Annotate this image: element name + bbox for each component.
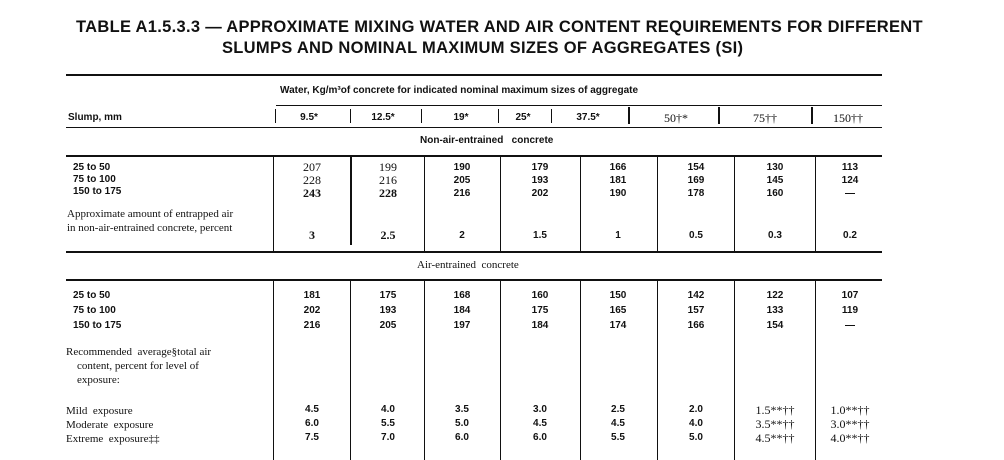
value-column [532, 288, 549, 333]
table-cell: 4.5 [305, 404, 319, 415]
size-header: 150†† [833, 111, 863, 125]
entrapped-label: Approximate amount of entrapped air [67, 208, 234, 220]
recommended-label: Recommended average§total air [66, 346, 212, 358]
table-cell: 5.5 [381, 418, 395, 429]
table-cell: 4.5**†† [755, 431, 795, 445]
entrapped-label: in non-air-entrained concrete, percent [67, 222, 233, 234]
col-line [657, 157, 658, 251]
table-cell: 175 [531, 305, 549, 316]
exposure-column [756, 403, 795, 445]
slump-row-label: 75 to 100 [73, 174, 116, 185]
col-line [580, 281, 581, 460]
size-header: 9.5* [300, 112, 318, 123]
air-label: Air-entrained concrete [417, 259, 519, 271]
non-air-rule-top [66, 127, 882, 128]
value-column [379, 161, 397, 244]
table-cell: 228 [379, 186, 397, 200]
table-cell: 4.0 [381, 404, 395, 415]
table-cell: 243 [303, 186, 321, 200]
table-cell: 154 [687, 162, 705, 173]
table-cell: 4.0**†† [830, 431, 870, 445]
value-column [610, 161, 627, 244]
col-line [580, 157, 581, 251]
water-header: Water, Kg/m³of concrete for indicated nominal maximum sizes of aggregate [280, 85, 639, 96]
table-cell: 122 [766, 290, 784, 301]
table-cell: 4.5 [533, 418, 547, 429]
table-cell: 2.0 [689, 404, 703, 415]
table-cell: 175 [379, 290, 397, 301]
table-cell: 166 [609, 162, 627, 173]
table-cell: 205 [453, 175, 471, 186]
size-sep [498, 109, 499, 123]
table-title-line-1: TABLE A1.5.3.3 — APPROXIMATE MIXING WATER AND AIR CONTENT REQUIREMENTS FOR DIFFERENT [76, 18, 923, 36]
table-cell: 5.0 [455, 418, 469, 429]
table-cell: — [845, 320, 855, 331]
value-column [454, 161, 471, 244]
table-cell: 190 [453, 162, 471, 173]
value-column [688, 161, 705, 244]
value-column [842, 288, 859, 333]
table-cell: 169 [687, 175, 705, 186]
slump-row-label: 25 to 50 [73, 162, 111, 173]
col-line [273, 281, 274, 460]
col-line [815, 281, 816, 460]
table-cell: 113 [841, 162, 859, 173]
size-sep [275, 109, 276, 123]
col-line [273, 157, 274, 251]
size-header: 25* [515, 112, 531, 123]
table-cell: 3.0 [533, 404, 547, 415]
table-cell: 145 [766, 175, 784, 186]
table-cell: 0.3 [768, 230, 782, 241]
table-cell: 6.0 [533, 432, 547, 443]
table-cell: 124 [841, 175, 859, 186]
value-column [532, 161, 549, 244]
col-line [734, 281, 735, 460]
table-cell: 3 [309, 228, 315, 242]
table-cell: 184 [531, 320, 549, 331]
air-rule-bottom [66, 279, 882, 281]
table-cell: 202 [303, 305, 321, 316]
table-cell: 3.5 [455, 404, 469, 415]
size-sep [421, 109, 422, 123]
value-column [767, 288, 784, 333]
value-column [842, 161, 859, 244]
exposure-column [455, 403, 469, 445]
table-cell: 197 [453, 320, 471, 331]
size-sep [350, 109, 351, 123]
table-cell: 2.5 [611, 404, 625, 415]
table-cell: 228 [303, 173, 321, 187]
non-air-label: Non-air-entrained concrete [420, 135, 554, 146]
size-header: 75†† [753, 111, 777, 125]
table-cell: 2.5 [380, 228, 396, 242]
table-cell: 150 [609, 290, 627, 301]
table-cell: 154 [766, 320, 784, 331]
table-cell: 119 [841, 305, 859, 316]
value-column [688, 288, 705, 333]
col-line [657, 281, 658, 460]
non-air-rule-bottom [66, 155, 882, 157]
air-slump-rows [73, 288, 121, 333]
exposure-row-label: Mild exposure [66, 405, 133, 417]
size-sep [551, 109, 552, 123]
slump-rows [73, 162, 121, 198]
recommended-label: content, percent for level of [77, 360, 199, 372]
table-cell: 7.5 [305, 432, 319, 443]
exposure-column [611, 403, 625, 445]
table-cell: 4.5 [611, 418, 625, 429]
table-cell: 181 [303, 290, 321, 301]
table-cell: 166 [687, 320, 705, 331]
size-header: 19* [453, 112, 469, 123]
exposure-column [381, 403, 395, 445]
col-line [500, 157, 501, 251]
top-rule [66, 74, 882, 76]
table-cell: 193 [531, 175, 549, 186]
size-sep [811, 107, 813, 124]
col-line [424, 157, 425, 251]
table-cell: 1.0**†† [830, 403, 870, 417]
col-line [815, 157, 816, 251]
table-cell: 1 [615, 230, 621, 241]
table-cell: 181 [609, 175, 627, 186]
table-cell: 190 [609, 188, 627, 199]
exposure-row-label: Extreme exposure‡‡ [66, 433, 160, 445]
slump-label: Slump, mm [68, 112, 122, 123]
exposure-rows [66, 404, 159, 446]
table-cell: 1.5 [533, 230, 547, 241]
table-cell: 160 [531, 290, 549, 301]
table-cell: 6.0 [305, 418, 319, 429]
size-header-rule [276, 105, 882, 106]
col-line [424, 281, 425, 460]
size-header: 50†* [664, 111, 688, 125]
table-cell: 0.2 [843, 230, 857, 241]
slump-row-label: 150 to 175 [73, 186, 122, 197]
table-cell: 157 [687, 305, 705, 316]
table-cell: 133 [766, 305, 784, 316]
table-cell: 4.0 [689, 418, 703, 429]
table-cell: 207 [303, 160, 321, 174]
table-cell: 168 [453, 290, 471, 301]
table-cell: 165 [609, 305, 627, 316]
recommended-label: exposure: [77, 374, 120, 386]
size-sep [718, 107, 720, 124]
table-cell: 2 [459, 230, 465, 241]
value-column [610, 288, 627, 333]
table-cell: 3.5**†† [755, 417, 795, 431]
table-cell: 199 [379, 160, 397, 174]
value-column [767, 161, 784, 244]
table-cell: 5.0 [689, 432, 703, 443]
table-cell: 193 [379, 305, 397, 316]
size-header: 37.5* [576, 112, 600, 123]
size-sep [628, 107, 630, 124]
table-cell: 5.5 [611, 432, 625, 443]
table-cell: 3.0**†† [830, 417, 870, 431]
table-cell: 1.5**†† [755, 403, 795, 417]
value-column [380, 288, 397, 333]
slump-row-label: 75 to 100 [73, 305, 116, 316]
value-column [304, 288, 321, 333]
table-cell: 142 [687, 290, 705, 301]
table-cell: 179 [531, 162, 549, 173]
col-line [500, 281, 501, 460]
col-line [350, 281, 351, 460]
table-cell: 174 [609, 320, 627, 331]
exposure-column [689, 403, 703, 445]
slump-row-label: 25 to 50 [73, 290, 111, 301]
air-rule-top [66, 251, 882, 253]
table-cell: — [845, 188, 855, 199]
value-column [454, 288, 471, 333]
table-cell: 107 [841, 290, 859, 301]
table-cell: 216 [379, 173, 397, 187]
table-cell: 216 [453, 188, 471, 199]
table-cell: 202 [531, 188, 549, 199]
table-cell: 160 [766, 188, 784, 199]
table-cell: 6.0 [455, 432, 469, 443]
exposure-row-label: Moderate exposure [66, 419, 154, 431]
table-cell: 130 [766, 162, 784, 173]
size-header: 12.5* [371, 112, 395, 123]
col-line [734, 157, 735, 251]
value-column [303, 161, 321, 244]
table-cell: 216 [303, 320, 321, 331]
exposure-column [831, 403, 870, 445]
table-cell: 184 [453, 305, 471, 316]
table-cell: 7.0 [381, 432, 395, 443]
exposure-column [533, 403, 547, 445]
slump-row-label: 150 to 175 [73, 320, 122, 331]
table-cell: 0.5 [689, 230, 703, 241]
exposure-column [305, 403, 319, 445]
table-cell: 178 [687, 188, 705, 199]
col-line [350, 157, 352, 245]
table-title-line-2: SLUMPS AND NOMINAL MAXIMUM SIZES OF AGGREGATES (SI) [222, 39, 744, 57]
table-cell: 205 [379, 320, 397, 331]
